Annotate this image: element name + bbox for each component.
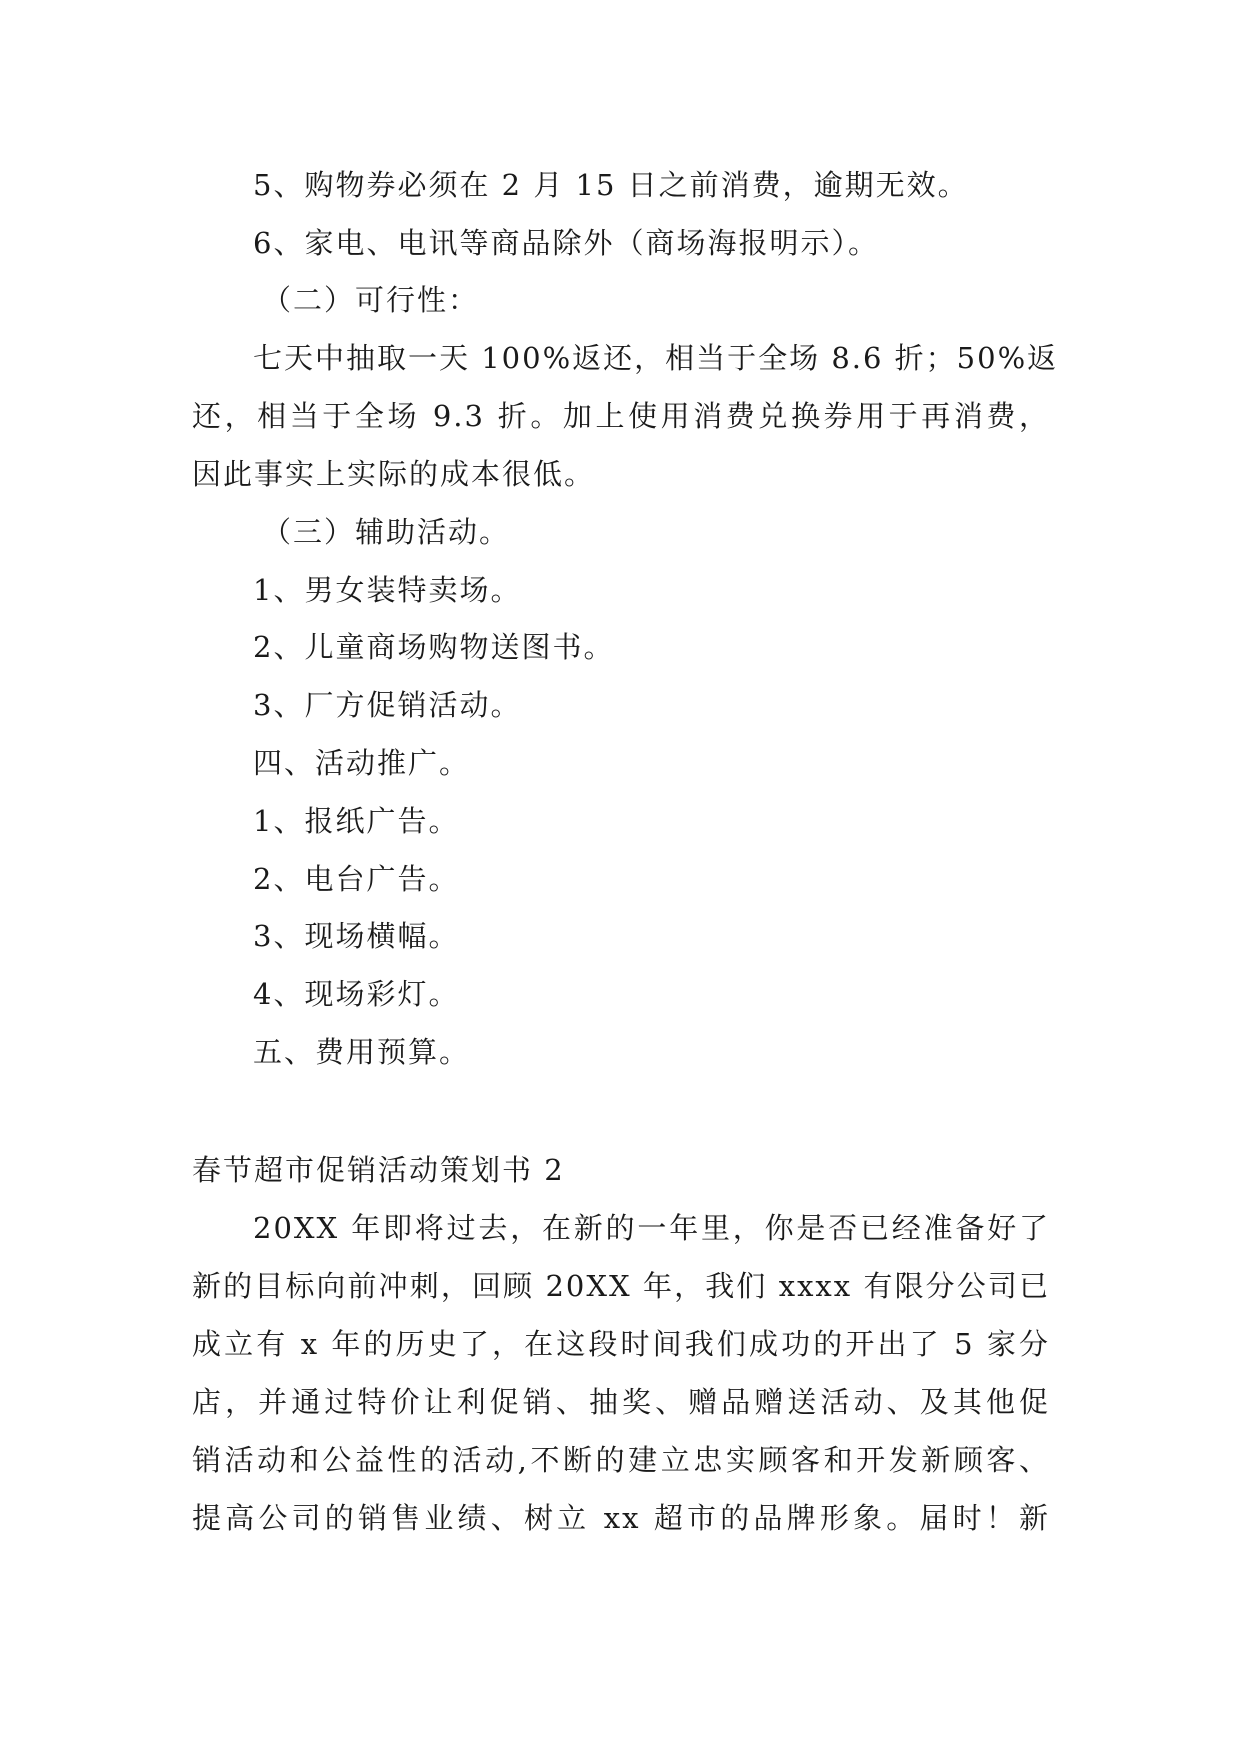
- paragraph-line: 6、家电、电讯等商品除外（商场海报明示）。: [253, 226, 879, 260]
- list-item: 4、现场彩灯。: [253, 977, 460, 1011]
- list-item: 3、现场横幅。: [253, 919, 460, 953]
- paragraph-line: 新的目标向前冲刺，回顾 20XX 年，我们 xxxx 有限分公司已: [192, 1269, 1050, 1303]
- paragraph-line: 还，相当于全场 9.3 折。加上使用消费兑换券用于再消费，: [192, 399, 1050, 433]
- paragraph-line: 提高公司的销售业绩、树立 xx 超市的品牌形象。届时！新: [192, 1501, 1050, 1535]
- list-item: 2、电台广告。: [253, 862, 460, 896]
- paragraph-line: 因此事实上实际的成本很低。: [192, 457, 596, 491]
- paragraph-line: 5、购物券必须在 2 月 15 日之前消费，逾期无效。: [253, 168, 969, 202]
- list-item: 2、儿童商场购物送图书。: [253, 630, 615, 664]
- paragraph-line: 销活动和公益性的活动,不断的建立忠实顾客和开发新顾客、: [192, 1443, 1050, 1477]
- paragraph-line: 店，并通过特价让利促销、抽奖、赠品赠送活动、及其他促: [192, 1385, 1050, 1419]
- paragraph-line: 七天中抽取一天 100%返还，相当于全场 8.6 折；50%返: [253, 341, 1059, 375]
- document-title: 春节超市促销活动策划书 2: [192, 1153, 565, 1187]
- list-item: 3、厂方促销活动。: [253, 688, 522, 722]
- section-heading: 五、费用预算。: [253, 1035, 471, 1069]
- list-item: 1、男女装特卖场。: [253, 573, 522, 607]
- paragraph-line: 20XX 年即将过去，在新的一年里，你是否已经准备好了: [253, 1211, 1050, 1245]
- list-item: 1、报纸广告。: [253, 804, 460, 838]
- section-heading: （二）可行性：: [262, 283, 480, 317]
- section-heading: 四、活动推广。: [253, 746, 471, 780]
- paragraph-line: 成立有 x 年的历史了，在这段时间我们成功的开出了 5 家分: [192, 1327, 1050, 1361]
- section-heading: （三）辅助活动。: [262, 515, 511, 549]
